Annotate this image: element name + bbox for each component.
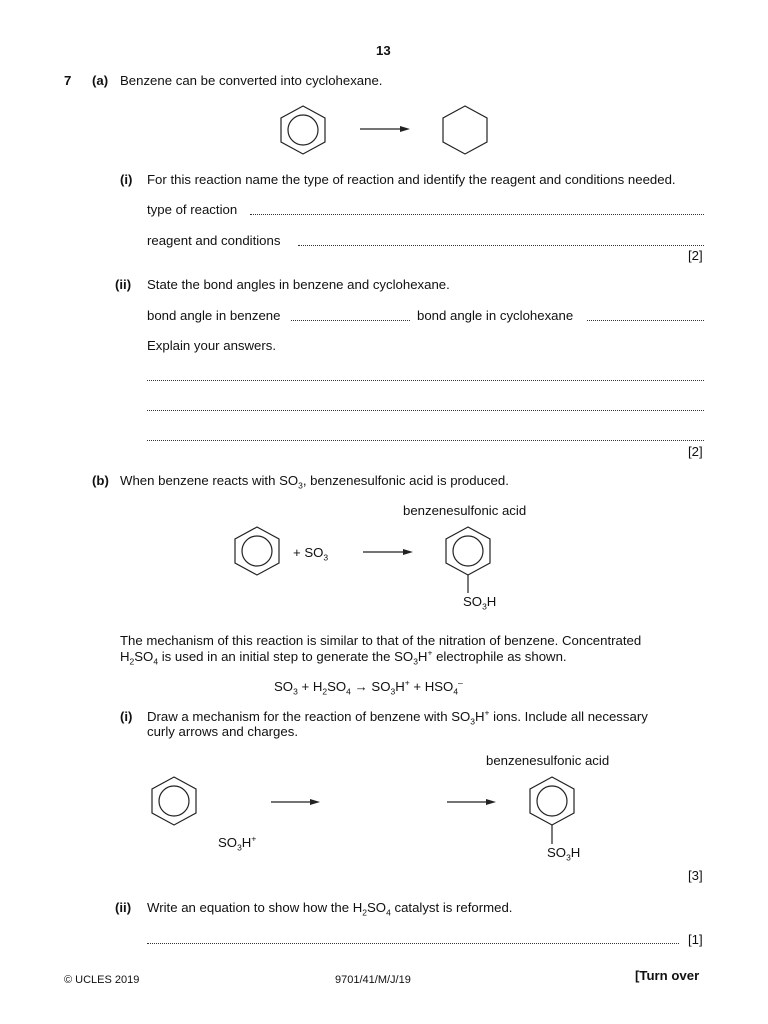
explain-label: Explain your answers.	[147, 338, 277, 353]
marks-a-i: [2]	[688, 248, 703, 263]
footer-paper-code: 9701/41/M/J/19	[335, 974, 411, 986]
benzene-ring-circle	[288, 115, 318, 145]
bond-angle-cyclohexane-label: bond angle in cyclohexane	[417, 308, 574, 323]
benzene-ring-circle	[242, 536, 272, 566]
reagent-conditions-answer-line[interactable]	[298, 245, 704, 246]
explain-answer-line-2[interactable]	[147, 410, 704, 411]
benzene-ring-circle	[159, 786, 189, 816]
reagent-conditions-label: reagent and conditions	[147, 233, 281, 248]
cyclohexane-ring	[443, 106, 487, 154]
equation-answer-line[interactable]	[147, 943, 679, 944]
explain-answer-line-1[interactable]	[147, 380, 704, 381]
mechanism-diagram	[148, 775, 588, 855]
paragraph-line-2: $H_2SO_4$ is used in an initial step to generate the $SO_3H^+$ electrophile as shown.	[120, 647, 567, 667]
part-b-label: (b)	[92, 473, 109, 488]
part-b-ii-label: (ii)	[115, 900, 132, 915]
so3h-label-b-i: $SO_3H$	[547, 845, 581, 863]
bond-angle-benzene-answer-line[interactable]	[291, 320, 410, 321]
mechanism-arrowhead-1	[310, 799, 320, 805]
part-b-i-text: Draw a mechanism for the reaction of benzene with $SO_3H^+$ ions. Include all necessary	[147, 707, 648, 727]
question-number: 7	[64, 73, 72, 88]
type-of-reaction-answer-line[interactable]	[250, 214, 704, 215]
part-b-i-text-line2: curly arrows and charges.	[147, 724, 298, 739]
plus-so3: + $SO_3$	[293, 545, 329, 563]
type-of-reaction-label: type of reaction	[147, 202, 238, 217]
marks-a-ii: [2]	[688, 444, 703, 459]
marks-b-i: [3]	[688, 868, 703, 883]
reaction-arrowhead	[403, 549, 413, 555]
paragraph-line-1: The mechanism of this reaction is similar to that of the nitration of benzene. Concentrated	[120, 633, 642, 648]
part-a-stem: Benzene can be converted into cyclohexane.	[120, 73, 383, 88]
bond-angle-cyclohexane-answer-line[interactable]	[587, 320, 704, 321]
page-number: 13	[376, 43, 391, 58]
product-ring-circle	[453, 536, 483, 566]
part-b-stem: When benzene reacts with $SO_3$, benzenesulfonic acid is produced.	[120, 473, 509, 491]
footer-turn-over: [Turn over	[635, 968, 700, 983]
product-label-b: benzenesulfonic acid	[403, 503, 527, 518]
explain-answer-line-3[interactable]	[147, 440, 704, 441]
footer-copyright: © UCLES 2019	[64, 974, 140, 986]
marks-b-ii: [1]	[688, 932, 703, 947]
part-a-i-label: (i)	[120, 172, 133, 187]
product-ring-circle	[537, 786, 567, 816]
part-a-label: (a)	[92, 73, 109, 88]
part-a-ii-label: (ii)	[115, 277, 132, 292]
electrophile-equation: $SO_3 + H_2SO_4 \to SO_3H^+ + HSO_4^-$	[274, 677, 463, 697]
part-a-i-text: For this reaction name the type of reaction and identify the reagent and conditions needed.	[147, 172, 676, 187]
mechanism-arrowhead-2	[486, 799, 496, 805]
so3h-label-b: $SO_3H$	[463, 594, 497, 612]
reaction-arrowhead	[400, 126, 410, 132]
part-a-ii-text: State the bond angles in benzene and cyclohexane.	[147, 277, 450, 292]
bond-angle-benzene-label: bond angle in benzene	[147, 308, 281, 323]
product-label-b-i: benzenesulfonic acid	[486, 753, 610, 768]
so3h-plus-reagent: $SO_3H^+$	[218, 833, 257, 853]
benzene-to-cyclohexane-diagram	[270, 100, 500, 160]
part-b-i-label: (i)	[120, 709, 133, 724]
part-b-ii-text: Write an equation to show how the $H_2SO_4$ catalyst is reformed.	[147, 900, 513, 918]
